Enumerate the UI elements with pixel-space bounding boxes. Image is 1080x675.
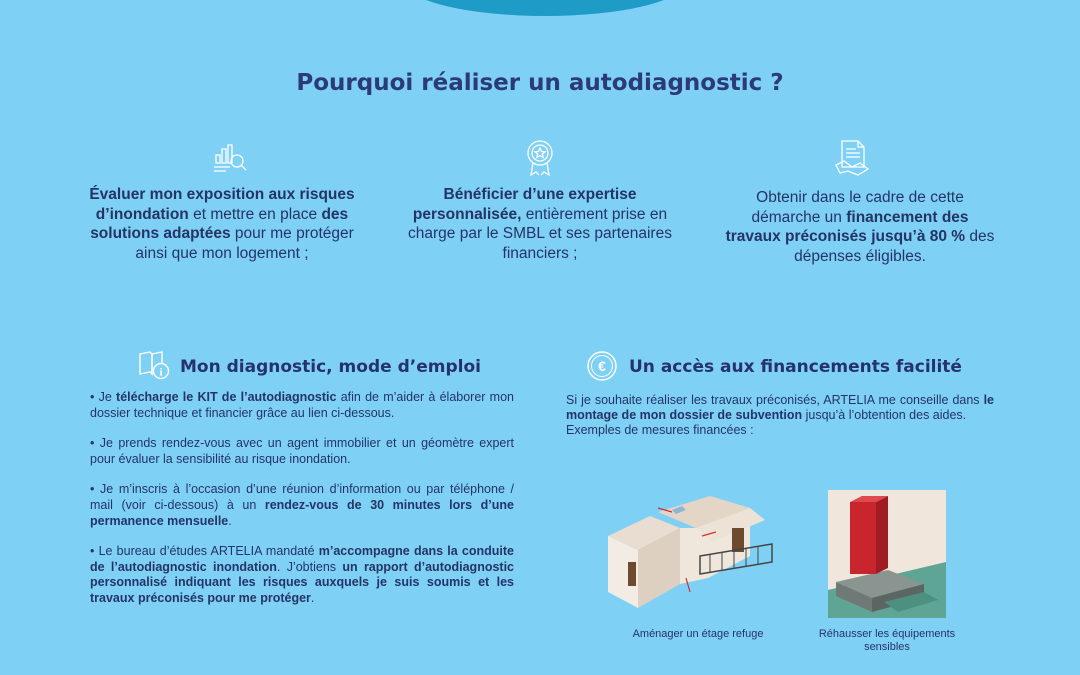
bullet-text: afin de m’aider à élaborer mon dossier technique et financier grâce au lien ci-dessous. bbox=[90, 390, 514, 420]
benefit-financement bbox=[724, 188, 996, 266]
section-diagnostic-title: Mon diagnostic, mode d’emploi bbox=[180, 357, 481, 377]
bullet-text: Je prends rendez-vous avec un agent immobilier et un géomètre expert pour évaluer la sensibilité au risque inondation. bbox=[90, 436, 514, 466]
svg-text:€: € bbox=[598, 358, 606, 374]
list-item: • Je prends rendez-vous avec un agent immobilier et un géomètre expert pour évaluer la sensibilité au risque inondation. bbox=[90, 436, 514, 466]
bullet-text: Je bbox=[98, 390, 117, 404]
list-item: • Le bureau d’études ARTELIA mandaté m’accompagne dans la conduite de l’autodiagnostic inondation. J’obtiens un rapport d’autodiagnostic personnalisé indiquant les risques auxquels je suis soumis et les travaux préconisés pour me protéger. bbox=[90, 544, 514, 605]
financement-text-part: Si je souhaite réaliser les travaux préconisés, ARTELIA me conseille dans bbox=[566, 393, 984, 407]
financement-text-part: jusqu’à l’obtention des aides. bbox=[802, 408, 967, 422]
financement-text-bold: le montage de mon dossier de subvention bbox=[566, 393, 994, 422]
info-book-icon bbox=[138, 350, 170, 380]
benefit-exposition-text: et mettre en place bbox=[188, 205, 322, 223]
euro-icon bbox=[586, 350, 618, 382]
raised-equipment-illustration bbox=[828, 490, 948, 618]
contract-handshake-icon bbox=[834, 139, 870, 177]
bullet-text: . bbox=[310, 590, 315, 605]
example-caption: Réhausser les équipements sensibles bbox=[818, 628, 956, 653]
header-decoration bbox=[405, 0, 685, 16]
bullet-bold: un rapport d’autodiagnostic personnalisé indiquant les risques auxquels je suis soumis et les travaux préconisés pour me protéger bbox=[90, 559, 514, 605]
diagnostic-list bbox=[90, 390, 514, 622]
section-financement-title: Un accès aux financements facilité bbox=[629, 357, 962, 377]
list-item: • Je télécharge le KIT de l’autodiagnostic afin de m’aider à élaborer mon dossier technique et financier grâce au lien ci-dessous. bbox=[90, 390, 514, 420]
benefit-exposition-bold: Évaluer mon exposition aux risques d’inondation bbox=[89, 186, 355, 223]
award-badge-icon bbox=[523, 139, 557, 177]
house-refuge-illustration bbox=[600, 496, 780, 626]
benefit-financement-text: Obtenir dans le cadre de cette démarche un bbox=[751, 189, 964, 226]
chart-search-icon bbox=[212, 141, 248, 177]
benefit-financement-bold: financement des travaux préconisés jusqu’à 80 % bbox=[725, 208, 969, 245]
benefit-expertise bbox=[405, 185, 675, 263]
benefit-exposition-text-2: pour me protéger ainsi que mon logement ; bbox=[135, 225, 354, 262]
bullet-text: Je m’inscris à l’occasion d’une réunion d’information ou par téléphone / mail (voir ci-dessous) à un bbox=[90, 482, 514, 512]
list-item: • Je m’inscris à l’occasion d’une réunion d’information ou par téléphone / mail (voir ci-dessous) à un rendez-vous de 30 minutes lors d’une permanence mensuelle. bbox=[90, 482, 514, 528]
benefit-expertise-text: entièrement prise en charge par le SMBL et ses partenaires financiers ; bbox=[408, 205, 672, 262]
svg-text:i: i bbox=[159, 366, 163, 379]
bullet-text: Le bureau d’études ARTELIA mandaté bbox=[98, 544, 319, 559]
bullet-text: . bbox=[228, 513, 232, 528]
bullet-text: . J’obtiens bbox=[276, 559, 343, 574]
bullet-bold: m’accompagne dans la conduite de l’autodiagnostic inondation bbox=[90, 544, 514, 574]
bullet-bold: rendez-vous de 30 minutes lors d’une permanence mensuelle bbox=[90, 497, 514, 528]
benefit-expertise-bold: Bénéficier d’une expertise personnalisée, bbox=[412, 186, 637, 223]
financement-text bbox=[566, 393, 994, 438]
example-caption: Aménager un étage refuge bbox=[632, 628, 764, 640]
bullet-bold: télécharge le KIT de l’autodiagnostic bbox=[116, 390, 337, 404]
examples-label: Exemples de mesures financées : bbox=[566, 423, 754, 437]
page-title: Pourquoi réaliser un autodiagnostic ? bbox=[296, 70, 784, 96]
benefit-financement-text-2: des dépenses éligibles. bbox=[794, 228, 995, 265]
benefit-exposition bbox=[88, 185, 356, 263]
benefit-exposition-bold-2: des solutions adaptées bbox=[90, 205, 349, 242]
